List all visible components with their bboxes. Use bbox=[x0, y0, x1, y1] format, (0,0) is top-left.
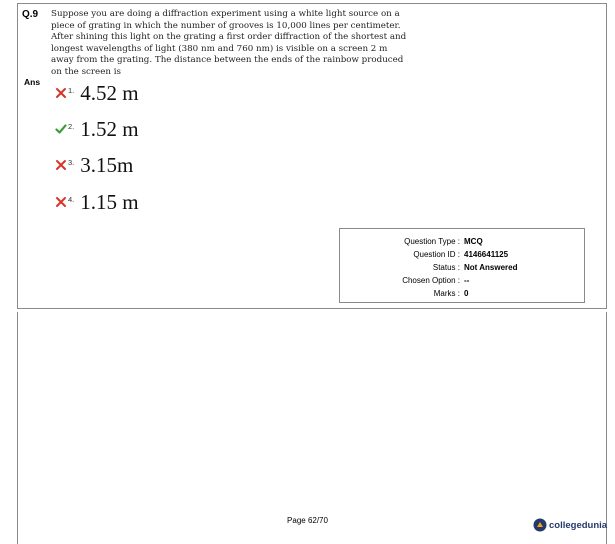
question-text: Suppose you are doing a diffraction experiment using a white light source on a piece of grating in which the number of grooves is 10,000 lines per centimeter. After shining this light on the grating a first order diffraction of the shortest and longest wavelengths of light (380 nm and 760 nm) is visible on a screen 2 m away from the grating. The distance between the ends of the rainbow produced on the screen is bbox=[51, 9, 407, 77]
option-text: 3.15m bbox=[80, 152, 134, 177]
question-id-label: Question ID : bbox=[413, 250, 460, 259]
logo-icon bbox=[533, 518, 547, 532]
option-2 bbox=[55, 116, 139, 142]
cross-icon bbox=[55, 87, 67, 99]
marks-label: Marks : bbox=[433, 289, 460, 298]
option-number: 3. bbox=[68, 157, 75, 167]
option-number: 1. bbox=[68, 85, 75, 95]
option-3 bbox=[55, 152, 133, 178]
question-number: Q.9 bbox=[22, 9, 39, 20]
option-number: 2. bbox=[68, 121, 75, 131]
question-info-box bbox=[339, 228, 585, 303]
status-label: Status : bbox=[432, 263, 460, 272]
option-1 bbox=[55, 80, 139, 106]
status-value: Not Answered bbox=[464, 263, 518, 272]
option-text: 4.52 m bbox=[80, 80, 139, 105]
logo-text: collegedunia bbox=[549, 519, 608, 531]
question-type-value: MCQ bbox=[464, 237, 483, 246]
answer-label: Ans bbox=[24, 77, 41, 87]
marks-value: 0 bbox=[464, 289, 469, 298]
option-number: 4. bbox=[68, 194, 75, 204]
page-number: Page 62/70 bbox=[287, 516, 328, 525]
question-id-value: 4146641125 bbox=[464, 250, 509, 259]
chosen-option-label: Chosen Option : bbox=[402, 276, 460, 285]
question-type-label: Question Type : bbox=[404, 237, 460, 246]
chosen-option-value: -- bbox=[464, 276, 470, 285]
cross-icon bbox=[55, 196, 67, 208]
option-text: 1.52 m bbox=[80, 116, 139, 141]
collegedunia-logo bbox=[533, 518, 607, 532]
cross-icon bbox=[55, 159, 67, 171]
option-text: 1.15 m bbox=[80, 189, 139, 214]
check-icon bbox=[55, 123, 67, 135]
option-4 bbox=[55, 189, 139, 215]
lower-frame bbox=[17, 312, 607, 544]
